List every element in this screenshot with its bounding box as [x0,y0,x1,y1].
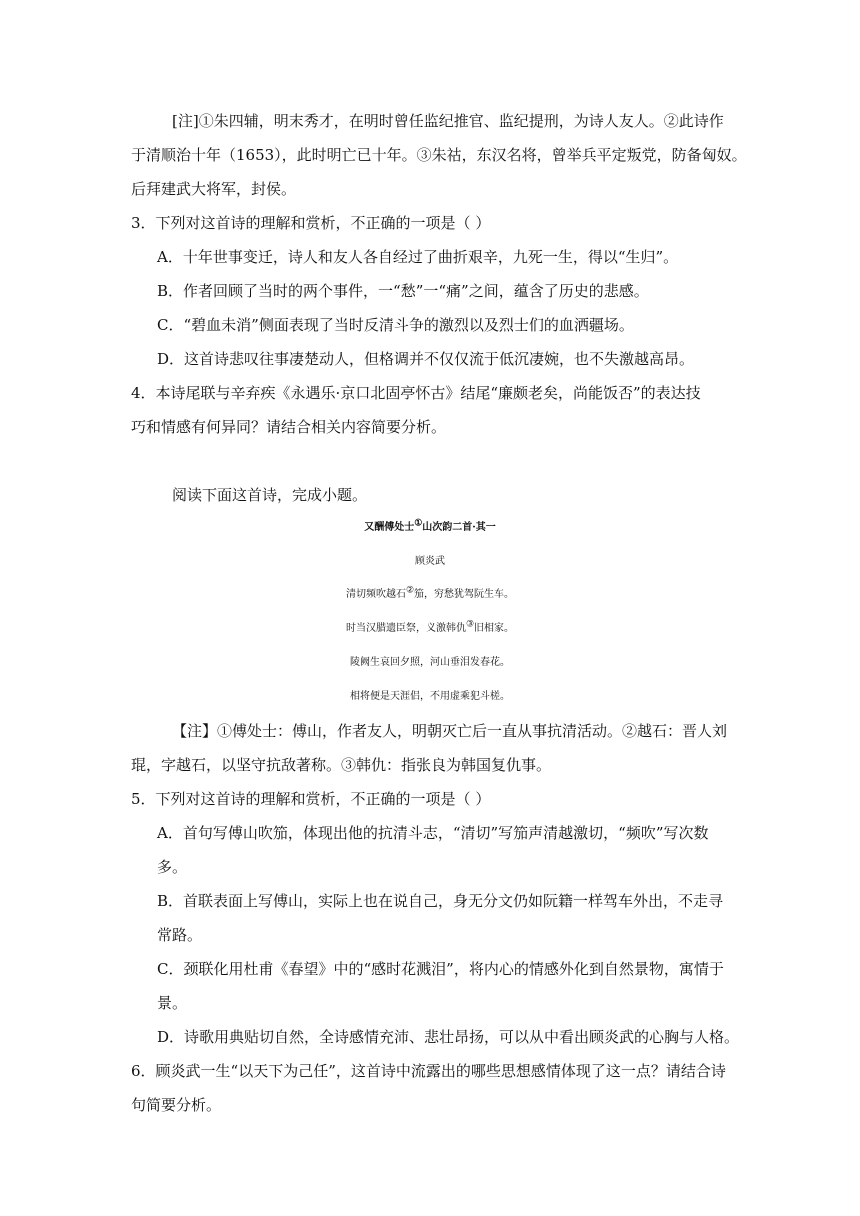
note2-line2: 琨，字越石，以坚守抗敌著称。③韩仇：指张良为韩国复仇事。 [131,756,552,774]
poem-line-1-part2: 笳，穷愁犹驾阮生车。 [414,589,515,600]
q5-option-c-line1: C．颈联化用杜甫《春望》中的“感时花溅泪”，将内心的情感外化到自然景物，寓情于 [157,960,724,978]
poem-line-2 [0,619,860,639]
poem-line-1 [0,585,860,605]
q3-option-d: D．这首诗悲叹往事凄楚动人，但格调并不仅仅流于低沉凄婉，也不失激越高昂。 [157,350,695,368]
q5-option-d: D．诗歌用典贴切自然，全诗感情充沛、悲壮昂扬，可以从中看出顾炎武的心胸与人格。 [157,1028,740,1046]
poem-line-3: 陵阙生哀回夕照，河山垂泪发春花。 [350,657,510,668]
poem-line-4: 相将便是天涯侣，不用虚乘犯斗槎。 [350,691,510,702]
poem-line-1-part1: 清切频吹越石 [345,589,406,600]
q5-option-b-line2: 常路。 [157,926,203,944]
q6-line2: 句简要分析。 [131,1096,222,1114]
poem-line-1-footnote-mark: ② [405,585,415,596]
poem-line-2-part1: 时当汉腊遗臣祭，义激韩仇 [345,623,466,634]
q3-option-c: C．“碧血未消”侧面表现了当时反清斗争的激烈以及烈士们的血洒疆场。 [157,316,634,334]
q5-option-b-line1: B．首联表面上写傅山，实际上也在说自己，身无分文仍如阮籍一样驾车外出，不走寻 [157,892,724,910]
note2-line1: 【注】①傅处士：傅山，作者友人，明朝灭亡后一直从事抗清活动。②越石：晋人刘 [172,722,728,740]
poem-author: 顾炎武 [415,556,445,567]
poem-title-footnote-mark: ① [414,518,423,529]
q5-stem: 5．下列对这首诗的理解和赏析，不正确的一项是（ ） [131,790,491,808]
note1-line2: 于清顺治十年（1653），此时明亡已十年。③朱祜，东汉名将，曾举兵平定叛党，防备匈奴。 [131,146,747,164]
poem-title [0,518,860,538]
q5-option-a-line1: A．首句写傅山吹笳，体现出他的抗清斗志，“清切”写笳声清越激切，“频吹”写次数 [157,824,709,842]
note1-line1: [注]①朱四辅，明末秀才，在明时曾任监纪推官、监纪提刑，为诗人友人。②此诗作 [172,112,724,130]
q5-option-a-line2: 多。 [157,858,188,876]
q3-option-b: B．作者回顾了当时的两个事件，一“愁”一“痛”之间，蕴含了历史的悲感。 [157,282,649,300]
q6-line1: 6．顾炎武一生“以天下为己任”，这首诗中流露出的哪些思想感情体现了这一点？请结合诗 [131,1062,726,1080]
poem-line-2-part2: 旧相家。 [474,623,515,634]
poem-line-2-footnote-mark: ③ [465,619,475,630]
q5-option-c-line2: 景。 [157,994,188,1012]
q4-line2: 巧和情感有何异同？请结合相关内容简要分析。 [131,418,447,436]
q4-line1: 4．本诗尾联与辛弃疾《永遇乐·京口北固亭怀古》结尾“廉颇老矣，尚能饭否”的表达技 [131,384,701,402]
q3-option-a: A．十年世事变迁，诗人和友人各自经过了曲折艰辛，九死一生，得以“生归”。 [157,248,679,266]
poem-title-part2: 山次韵二首·其一 [422,522,496,533]
note1-line3: 后拜建武大将军，封侯。 [131,180,297,198]
poem-title-part1: 又酬傅处士 [364,522,415,533]
q3-stem: 3．下列对这首诗的理解和赏析，不正确的一项是（ ） [131,214,491,232]
reading-intro: 阅读下面这首诗，完成小题。 [172,486,368,504]
